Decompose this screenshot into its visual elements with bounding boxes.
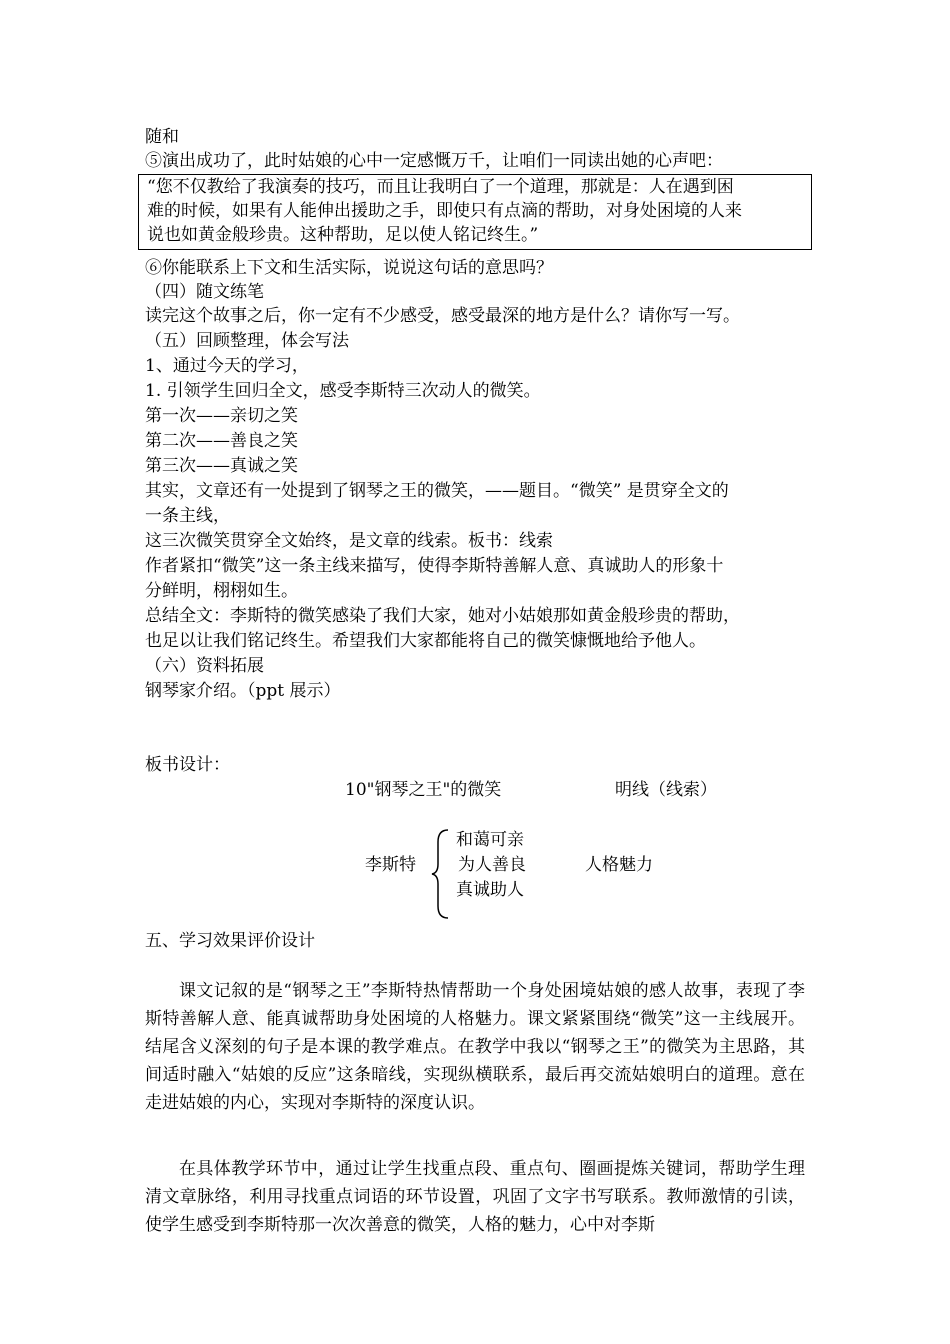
quote-line: 说也如黄金般珍贵。这种帮助，足以使人铭记终生。” <box>147 225 539 245</box>
paragraph-text: 在具体教学环节中，通过让学生找重点段、重点句、圈画提炼关键词，帮助学生理清文章脉络，利用寻找重点词语的环节设置，巩固了文字书写联系。教师激情的引读，使学生感受到李斯特那一次次善意的微笑，人格的魅力，心中对李斯 <box>145 1159 805 1235</box>
board-heading: 板书设计： <box>145 755 230 775</box>
text-line: 总结全文：李斯特的微笑感染了我们大家，她对小姑娘那如黄金般珍贵的帮助， <box>145 606 740 626</box>
board-trait: 为人善良 <box>458 855 526 875</box>
text-line: 这三次微笑贯穿全文始终，是文章的线索。板书：线索 <box>145 531 553 551</box>
quote-line: “您不仅教给了我演奏的技巧，而且让我明白了一个道理，那就是：人在遇到困 <box>147 177 734 197</box>
paragraph <box>145 977 805 1117</box>
section-heading: （六）资料拓展 <box>145 656 264 676</box>
text-line: 第三次——真诚之笑 <box>145 456 298 476</box>
text-line: 作者紧扣“微笑”这一条主线来描写，使得李斯特善解人意、真诚助人的形象十 <box>145 556 724 576</box>
text-line: 也足以让我们铭记终生。希望我们大家都能将自己的微笑慷慨地给予他人。 <box>145 631 706 651</box>
text-line: 第一次——亲切之笑 <box>145 406 298 426</box>
quote-line: 难的时候，如果有人能伸出援助之手，即使只有点滴的帮助，对身处困境的人来 <box>147 201 742 221</box>
board-name: 李斯特 <box>365 855 416 875</box>
brace-icon <box>430 828 452 920</box>
board-charm: 人格魅力 <box>585 855 653 875</box>
board-trait: 和蔼可亲 <box>456 830 524 850</box>
section-heading: （四）随文练笔 <box>145 282 264 302</box>
quote-box <box>138 174 812 250</box>
section-heading: （五）回顾整理，体会写法 <box>145 331 349 351</box>
paragraph-text: 课文记叙的是“钢琴之王”李斯特热情帮助一个身处困境姑娘的感人故事，表现了李斯特善解人意、能真诚帮助身处困境的人格魅力。课文紧紧围绕“微笑”这一主线展开。结尾含义深刻的句子是本课的教学难点。在教学中我以“钢琴之王”的微笑为主思路，其间适时融入“姑娘的反应”这条暗线，实现纵横联系，最后再交流姑娘明白的道理。意在走进姑娘的内心，实现对李斯特的深度认识。 <box>145 981 805 1113</box>
board-title: 10"钢琴之王"的微笑 <box>345 780 502 800</box>
text-line: 钢琴家介绍。（ppt 展示） <box>145 681 341 701</box>
text-line: 读完这个故事之后，你一定有不少感受，感受最深的地方是什么？请你写一写。 <box>145 306 740 326</box>
board-mingxian: 明线（线索） <box>615 780 717 800</box>
text-line: ⑤演出成功了，此时姑娘的心中一定感慨万千，让咱们一同读出她的心声吧： <box>145 151 723 171</box>
text-line: 1. 引领学生回归全文，感受李斯特三次动人的微笑。 <box>145 381 541 401</box>
text-line: 一条主线， <box>145 506 230 526</box>
text-line: 随和 <box>145 127 179 147</box>
text-line: 第二次——善良之笑 <box>145 431 298 451</box>
board-trait: 真诚助人 <box>456 880 524 900</box>
text-line: 1、通过今天的学习， <box>145 356 309 376</box>
text-line: 分鲜明，栩栩如生。 <box>145 581 298 601</box>
text-line: 其实，文章还有一处提到了钢琴之王的微笑，——题目。“微笑” 是贯穿全文的 <box>145 481 729 501</box>
section5-heading: 五、学习效果评价设计 <box>145 931 315 951</box>
paragraph <box>145 1155 805 1239</box>
text-line: ⑥你能联系上下文和生活实际，说说这句话的意思吗？ <box>145 258 553 278</box>
